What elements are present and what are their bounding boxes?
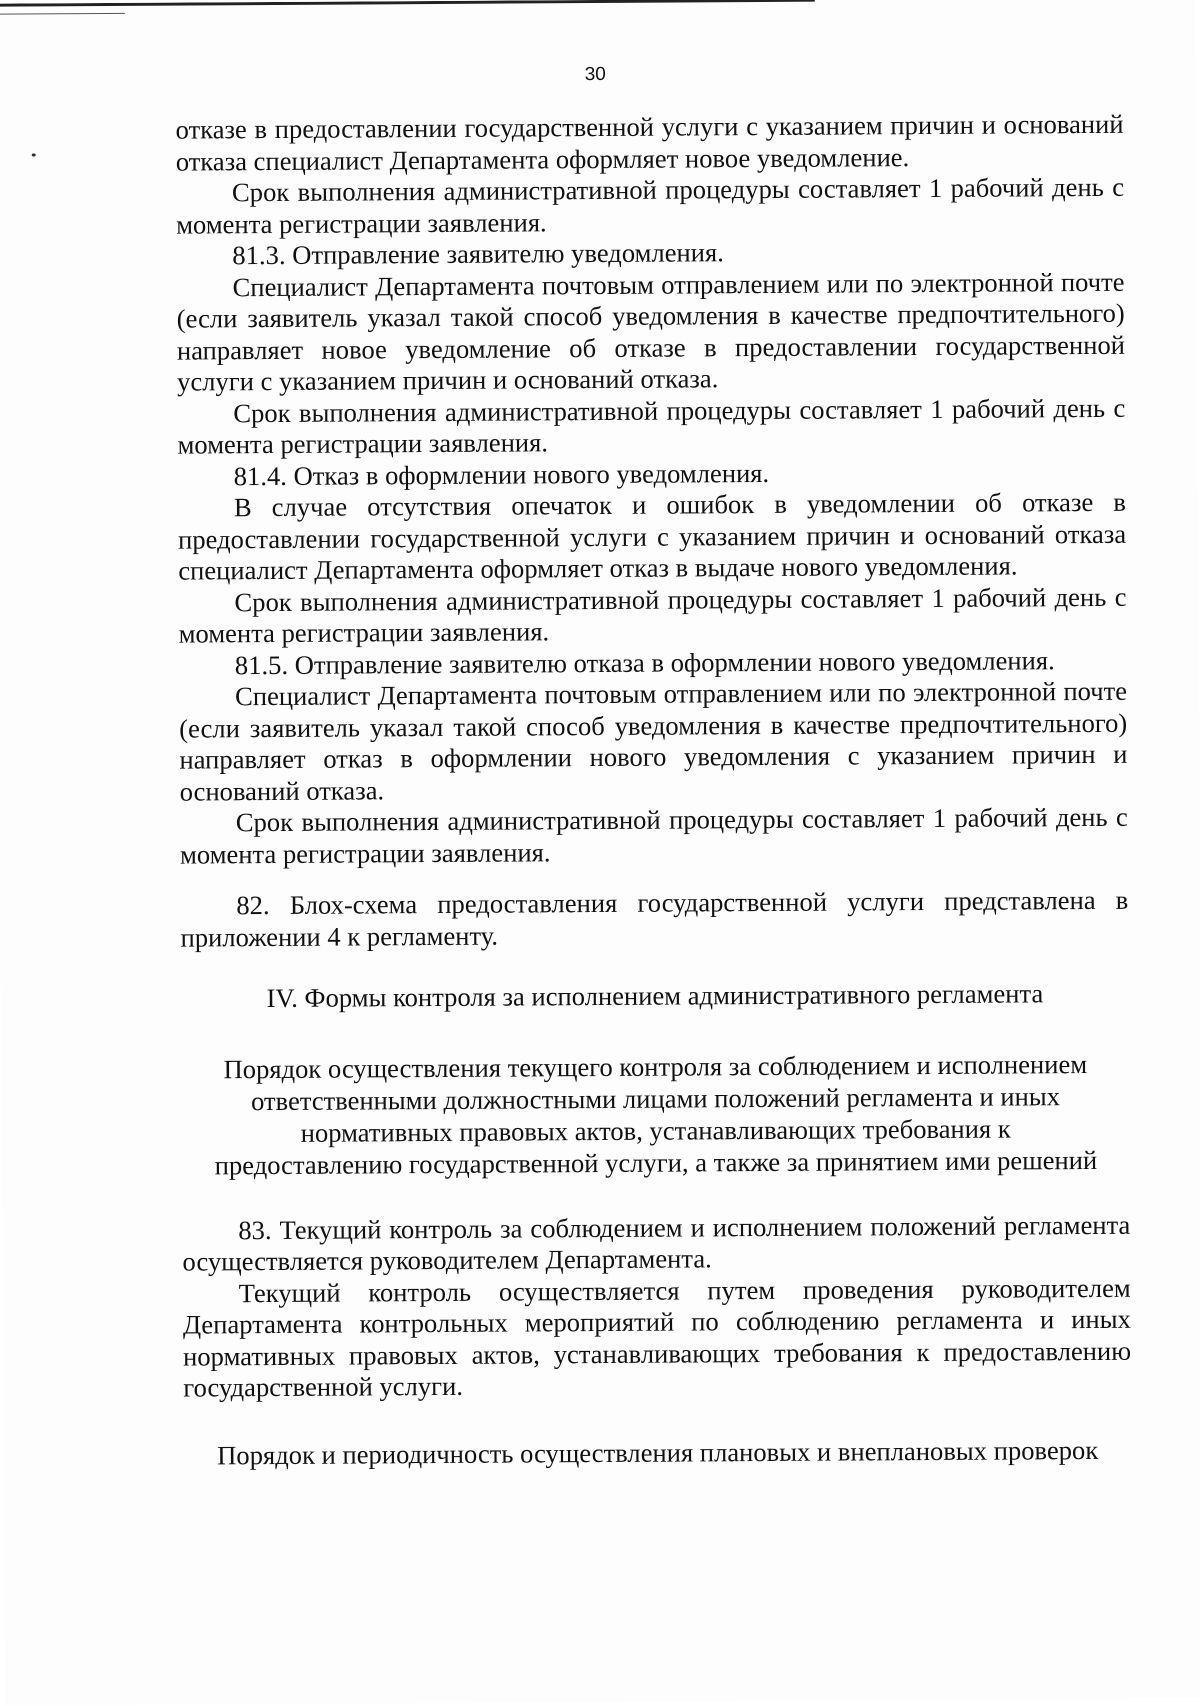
- paragraph: отказе в предоставлении государственной услуги с указанием причин и оснований отказа специалист Департамента оформляет новое уведомление.: [175, 108, 1124, 177]
- subsection-heading-line: нормативных правовых актов, устанавливающих требования к: [300, 1112, 1011, 1148]
- subsection-heading-line: ответственными должностными лицами положений регламента и иных: [250, 1080, 1061, 1116]
- section-heading: IV. Формы контроля за исполнением административного регламента: [266, 978, 1044, 1014]
- paragraph: Срок выполнения административной процедуры составляет 1 рабочий день с момента регистрации заявления.: [179, 801, 1128, 870]
- subsection-heading-line: предоставлению государственной услуги, а также за принятием ими решений: [214, 1144, 1098, 1180]
- paragraph: 83. Текущий контроль за соблюдением и исполнением положений регламента осуществляется руководителем Департамента.: [182, 1209, 1131, 1277]
- paragraph: Специалист Департамента почтовым отправлением или по электронной почте (если заявитель указал такой способ уведомления в качестве предпочтительного) направляет отказ в оформлении нового уведомления с указанием причин и оснований отказа.: [179, 675, 1128, 807]
- paragraph: Срок выполнения административной процедуры составляет 1 рабочий день с момента регистрации заявления.: [176, 171, 1125, 240]
- scan-speck: [32, 153, 36, 156]
- scan-top-edge: [0, 0, 815, 7]
- paragraph: В случае отсутствия опечаток и ошибок в уведомлении об отказе в предоставлении государственной услуги с указанием причин и оснований отказа специалист Департамента оформляет отказ в выдаче нового уведомления.: [178, 486, 1127, 586]
- paragraph: Срок выполнения административной процедуры составляет 1 рабочий день с момента регистрации заявления.: [178, 581, 1127, 649]
- paragraph: Специалист Департамента почтовым отправлением или по электронной почте (если заявитель указал такой способ уведомления в качестве предпочтительного) направляет новое уведомление об отказе в предоставлении государственной услуги с указанием причин и оснований отказа.: [176, 266, 1126, 397]
- subsection-heading-line: Порядок осуществления текущего контроля за соблюдением и исполнением: [223, 1048, 1088, 1084]
- clause-heading: 81.3. Отправление заявителю уведомления.: [232, 237, 724, 271]
- clause-heading: 81.5. Отправление заявителю отказа в оформлении нового уведомления.: [234, 644, 1055, 680]
- subsection-heading: [181, 1047, 1130, 1181]
- clause-heading: 81.4. Отказ в оформлении нового уведомления.: [233, 457, 770, 491]
- paragraph: 82. Блох-схема предоставления государственной услуги представлена в приложении 4 к регламенту.: [180, 884, 1129, 953]
- paragraph: Текущий контроль осуществляется путем проведения руководителем Департамента контрольных мероприятий по соблюдению регламента и иных нормативных правовых актов, устанавливающих требования к предоставлению государственной услуги.: [182, 1272, 1132, 1403]
- page-number: 30: [584, 63, 606, 86]
- paragraph: Срок выполнения административной процедуры составляет 1 рабочий день с момента регистрации заявления.: [177, 392, 1126, 460]
- scan-edge-line: [0, 13, 125, 15]
- document-body: [175, 109, 1131, 1472]
- subsection-heading: Порядок и периодичность осуществления плановых и внеплановых проверок: [217, 1434, 1099, 1470]
